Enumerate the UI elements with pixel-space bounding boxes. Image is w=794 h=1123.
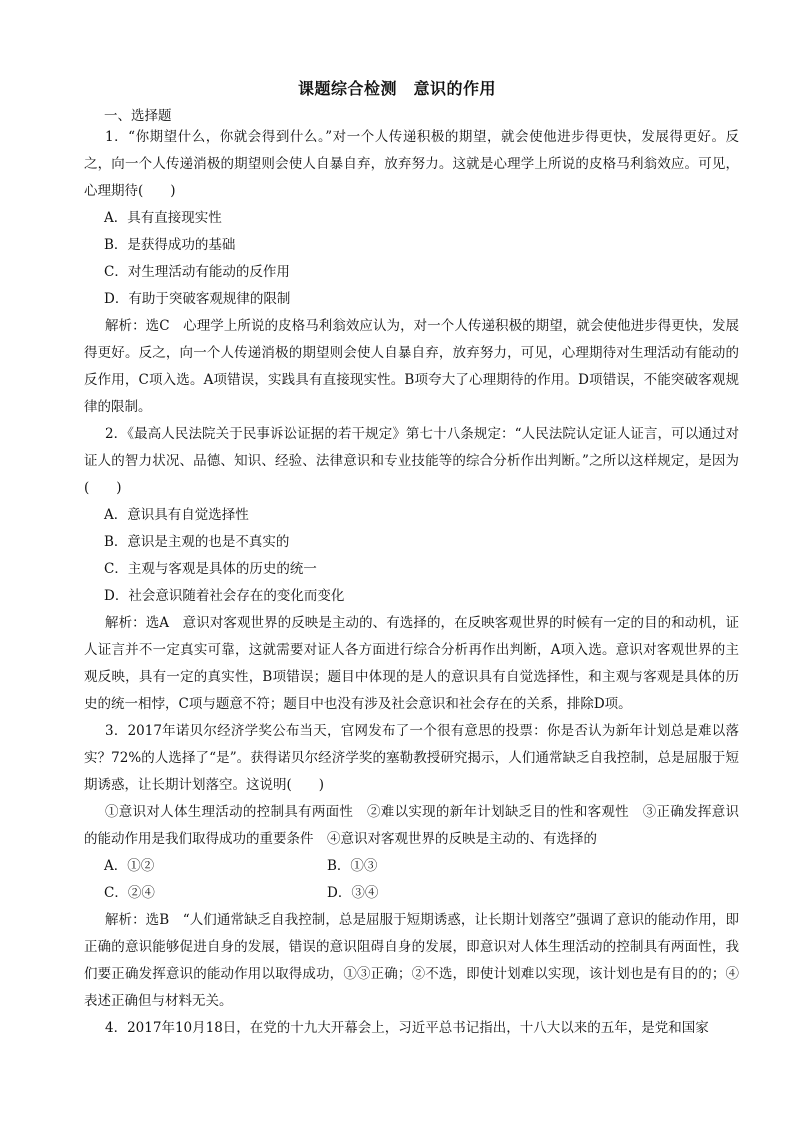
question-2-option-c: C．主观与客观是具体的历史的统一	[104, 561, 317, 577]
question-3-option-d: D．③④	[327, 885, 379, 901]
question-3-options-row-1	[104, 853, 739, 880]
question-2-stem: 2．《最高人民法院关于民事诉讼证据的若干规定》第七十八条规定：“人民法院认定证人证言，可以通过对证人的智力状况、品德、知识、经验、法律意识和专业技能等的综合分析作出判断。”之所以这样规定，是因为( )	[84, 426, 739, 496]
question-2-option-a: A．意识具有自觉选择性	[104, 507, 249, 523]
question-3-items: ①意识对人体生理活动的控制具有两面性 ②难以实现的新年计划缺乏目的性和客观性 ③正确发挥意识的能动作用是我们取得成功的重要条件 ④意识对客观世界的反映是主动的、有选择的	[84, 804, 739, 847]
question-1-option-a: A．具有直接现实性	[104, 210, 222, 226]
question-1-option-d: D．有助于突破客观规律的限制	[104, 291, 291, 307]
question-1-analysis: 解析：选C 心理学上所说的皮格马利翁效应认为，对一个人传递积极的期望，就会使他进步得更快，发展得更好。反之，向一个人传递消极的期望则会使人自暴自弃，放弃努力，可见，心理期待对生理活动有能动的反作用，C项入选。A项错误，实践具有直接现实性。B项夸大了心理期待的作用。D项错误，不能突破客观规律的限制。	[84, 318, 739, 415]
question-1-option-b: B．是获得成功的基础	[104, 237, 236, 253]
question-3-stem: 3．2017年诺贝尔经济学奖公布当天，官网发布了一个很有意思的投票：你是否认为新年计划总是难以落实？72%的人选择了“是”。获得诺贝尔经济学奖的塞勒教授研究揭示，人们通常缺乏自我控制，总是屈服于短期诱惑，让长期计划落空。这说明( )	[84, 723, 739, 793]
question-3-option-a: A．①②	[104, 858, 155, 874]
question-3-option-b: B．①③	[327, 858, 378, 874]
question-1-option-c: C．对生理活动有能动的反作用	[104, 264, 290, 280]
page-title: 课题综合检测 意识的作用	[297, 79, 496, 98]
question-2-option-b: B．意识是主观的也是不真实的	[104, 534, 290, 550]
question-3-option-c: C．②④	[104, 885, 155, 901]
question-2-option-d: D．社会意识随着社会存在的变化而变化	[104, 588, 345, 604]
question-3-analysis: 解析：选B “人们通常缺乏自我控制，总是屈服于短期诱惑，让长期计划落空”强调了意识的能动作用，即正确的意识能够促进自身的发展，错误的意识阻碍自身的发展，即意识对人体生理活动的控制具有两面性，我们要正确发挥意识的能动作用以取得成功，①③正确；②不选，即使计划难以实现，该计划也是有目的的；④表述正确但与材料无关。	[84, 912, 739, 1009]
question-3-options-row-2	[104, 880, 739, 907]
section-heading: 一、选择题	[104, 108, 172, 124]
question-4-stem: 4．2017年10月18日，在党的十九大开幕会上，习近平总书记指出，十八大以来的五年，是党和国家	[105, 1020, 709, 1036]
document-body	[84, 124, 739, 1042]
question-2-analysis: 解析：选A 意识对客观世界的反映是主动的、有选择的，在反映客观世界的时候有一定的目的和动机，证人证言并不一定真实可靠，这就需要对证人各方面进行综合分析再作出判断，A项入选。意识对客观世界的主观反映，具有一定的真实性，B项错误；题目中体现的是人的意识具有自觉选择性，和主观与客观是具体的历史的统一相悖，C项与题意不符；题目中也没有涉及社会意识和社会存在的关系，排除D项。	[84, 615, 739, 712]
question-1-stem: 1．“你期望什么，你就会得到什么。”对一个人传递积极的期望，就会使他进步得更快，发展得更好。反之，向一个人传递消极的期望则会使人自暴自弃，放弃努力。这就是心理学上所说的皮格马利翁效应。可见，心理期待( )	[84, 129, 739, 199]
